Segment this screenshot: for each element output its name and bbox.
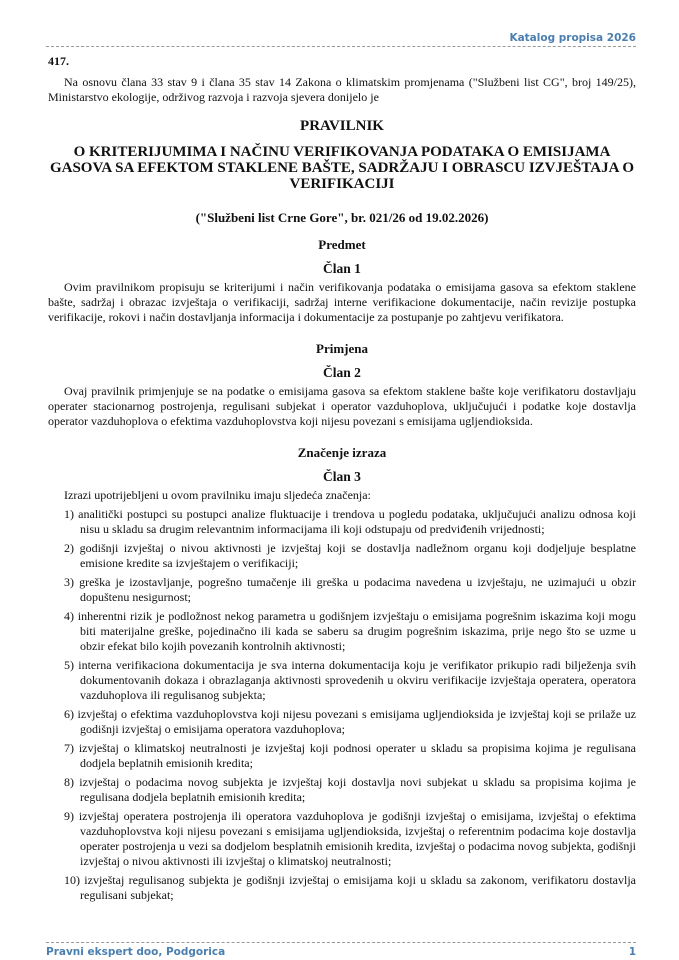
- catalog-title: Katalog propisa 2026: [509, 32, 636, 44]
- document-body: [48, 54, 636, 903]
- list-item: 3) greška je izostavljanje, pogrešno tumačenje ili greška u podacima navedena u izvještaju, ne uzimajući u obzir dopuštenu nesigurnost;: [64, 575, 636, 604]
- list-item: 6) izvještaj o efektima vazduhoplovstva koji nijesu povezani s emisijama ugljendioksida je izvještaj koji se prilaže uz godišnji izvještaj o emisijama operatora vazduhoplova;: [64, 707, 636, 736]
- definitions-list: [48, 507, 636, 903]
- article-text: Ovim pravilnikom propisuju se kriterijumi i način verifikovanja podataka o emisijama gasova sa efektom staklene bašte, sadržaj i obrazac izvještaja o verifikaciji, sadržaj interne verifikacione dokumentacije, način revizije postupka verifikacije, rokovi i način dostavljanja informacija i dokumentacije za postupanje po zahtjevu verifikatora.: [48, 280, 636, 324]
- publisher: Pravni ekspert doo, Podgorica: [46, 946, 226, 958]
- section-heading: Primjena: [316, 341, 368, 356]
- intro-paragraph: Na osnovu člana 33 stav 9 i člana 35 stav 14 Zakona o klimatskim promjenama ("Službeni list CG", broj 149/25), Ministarstvo ekologije, održivog razvoja i razvoja sjevera donijelo je: [48, 75, 636, 104]
- article-text: Ovaj pravilnik primjenjuje se na podatke o emisijama gasova sa efektom staklene bašte koje verifikatoru dostavljaju operater stacionarnog postrojenja, regulisani subjekat i operator vazduhoplova, uključujući i podatke koje dostavlja operator vazduhoplova o efektima vazduhoplovstva koji nijesu povezani s emisijama ugljendioksida.: [48, 384, 636, 428]
- page-number: 1: [628, 946, 636, 958]
- regulation-number: 417.: [48, 54, 69, 68]
- page-footer: [46, 942, 636, 958]
- document-title: O KRITERIJUMIMA I NAČINU VERIFIKOVANJA PODATAKA O EMISIJAMA GASOVA SA EFEKTOM STAKLENE BAŠTE, SADRŽAJU I OBRASCU IZVJEŠTAJA O VERIFIKACIJI: [49, 144, 635, 192]
- page-header: [46, 32, 636, 47]
- list-item: 4) inherentni rizik je podložnost nekog parametra u godišnjem izvještaju o emisijama pogrešnim iskazima koji mogu biti materijalne greške, pojedinačno ili kada se saberu sa drugim pogrešnim iskazima, prije nego što se uzme u obzir efekat bilo kojih povezanih kontrolnih aktivnosti;: [64, 609, 636, 653]
- article-intro: Izrazi upotrijebljeni u ovom pravilniku imaju sljedeća značenja:: [64, 488, 371, 502]
- section-heading: Predmet: [318, 237, 366, 252]
- list-item: 7) izvještaj o klimatskoj neutralnosti je izvještaj koji podnosi operater u skladu sa propisima kojima je regulisana dodjela beplatnih emisionih kredita;: [64, 741, 636, 770]
- article-heading: Član 2: [323, 365, 361, 380]
- list-item: 10) izvještaj regulisanog subjekta je godišnji izvještaj o emisijama koji u skladu sa zakonom, verifikatoru dostavlja regulisani subjekat;: [64, 873, 636, 902]
- article-heading: Član 1: [323, 261, 361, 276]
- list-item: 8) izvještaj o podacima novog subjekta je izvještaj koji dostavlja novi subjekat u skladu sa propisima kojima je regulisana dodjela beplatnih emisionih kredita;: [64, 775, 636, 804]
- document-type: PRAVILNIK: [300, 118, 384, 134]
- list-item: 1) analitički postupci su postupci analize fluktuacije i trendova u pogledu podataka, uključujući analizu odnosa koji nisu u skladu sa drugim relevantnim informacijama ili koji odstupaju od predviđenih vrijednosti;: [64, 507, 636, 536]
- citation: ("Službeni list Crne Gore", br. 021/26 od 19.02.2026): [195, 210, 489, 225]
- list-item: 5) interna verifikaciona dokumentacija je sva interna dokumentacija koju je verifikator prikupio radi bilježenja svih dokumentovanih dokaza i obrazlaganja aktivnosti sprovedenih u okviru verifikacije izvještaja operatera, operatora vazduhoplova ili regulisanog subjekta;: [64, 658, 636, 702]
- list-item: 2) godišnji izvještaj o nivou aktivnosti je izvještaj koji se dostavlja nadležnom organu koji dodjeljuje besplatne emisione kredite sa izvještajem o verifikaciji;: [64, 541, 636, 570]
- list-item: 9) izvještaj operatera postrojenja ili operatora vazduhoplova je godišnji izvještaj o emisijama, izvještaj o efektima vazduhoplovstva koji nijesu povezani s emisijama ugljendioksida, izvještaj o referentnim podacima koje dostavlja operater postrojenja u vezi sa dodjelom besplatnih emisionih kredita, izvještaj o podacima novog subjekta, godišnji izvještaj o nivou aktivnosti ili izvještaj o klimatskoj neutralnosti;: [64, 809, 636, 868]
- section-heading: Značenje izraza: [297, 445, 387, 460]
- article-heading: Član 3: [323, 469, 361, 484]
